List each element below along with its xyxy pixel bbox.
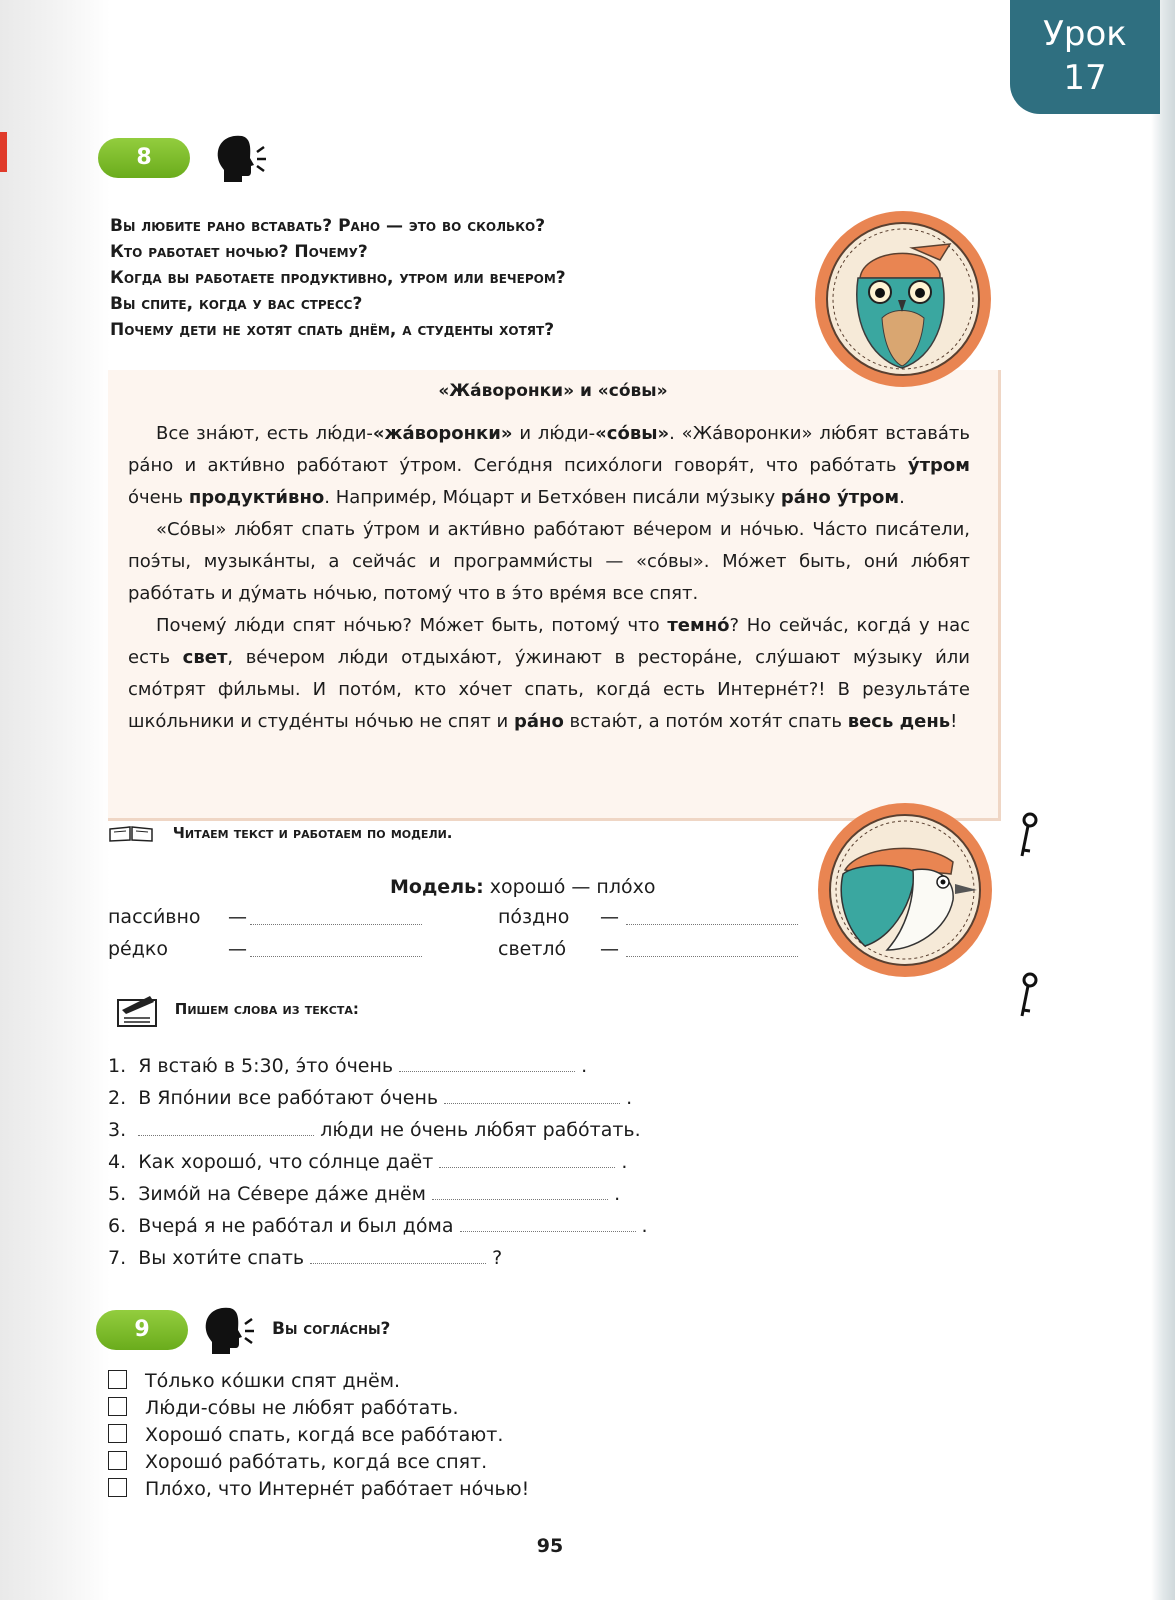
model-word: светло́ xyxy=(498,938,567,960)
task-8-badge: 8 xyxy=(98,138,190,178)
task-9-badge: 9 xyxy=(96,1310,188,1350)
text-run: . Наприме́р, Мо́царт и Бетхо́вен писа́ли му́зыку xyxy=(324,487,781,508)
instruction-text: Читаем текст и работаем по модели. xyxy=(172,823,453,842)
speaking-head-icon xyxy=(212,132,268,184)
book-gutter xyxy=(0,0,110,1600)
item-end: ? xyxy=(492,1247,503,1269)
text-run: ? Но сейча́с, когда́ у нас есть xyxy=(128,615,970,668)
answer-blank[interactable] xyxy=(399,1051,575,1072)
answer-blank[interactable] xyxy=(250,956,422,957)
answer-blank[interactable] xyxy=(432,1179,608,1200)
reading-body xyxy=(128,418,970,738)
question: Вы спите, когда у вас стресс? xyxy=(110,294,363,314)
dash: — xyxy=(600,938,619,960)
fill-item xyxy=(108,1210,648,1242)
fill-item xyxy=(108,1178,648,1210)
dash: — xyxy=(228,938,247,960)
bold-term: «жа́воронки» xyxy=(372,423,513,444)
checkbox[interactable] xyxy=(108,1451,127,1470)
text-run: . «Жа́воронки» лю́бят встава́ть ра́но и акти́вно рабо́тают у́тром. Сего́дня психо́логи говоря́т, что рабо́тать xyxy=(128,423,971,476)
item-number: 7. xyxy=(108,1247,127,1269)
statement-text: Хорошо́ рабо́тать, когда́ все спят. xyxy=(145,1451,488,1473)
text-run: , ве́чером лю́ди отдыха́ют, у́жинают в рестора́не, слу́шают му́зыку и́ли смо́трят фи́льмы. И пото́м, кто хо́чет спать, когда́ есть Интерне́т?! В результа́те шко́льники и студе́нты но́чью не спят и xyxy=(128,647,970,732)
bold-term: весь день xyxy=(847,711,951,732)
item-end: . xyxy=(614,1183,621,1205)
lesson-number: 17 xyxy=(1063,58,1107,98)
item-number: 1. xyxy=(108,1055,127,1077)
text-run: о́чень xyxy=(128,487,189,508)
item-end: лю́ди не о́чень лю́бят рабо́тать. xyxy=(320,1119,641,1141)
answer-blank[interactable] xyxy=(138,1115,314,1136)
bold-term: у́тром xyxy=(907,455,970,476)
dash: — xyxy=(600,906,619,928)
instruction-text: Пишем слова из текста: xyxy=(174,999,359,1018)
fill-item xyxy=(108,1082,648,1114)
checklist-item xyxy=(108,1476,529,1503)
fill-item xyxy=(108,1050,648,1082)
question: Вы любите рано вставать? Рано — это во сколько? xyxy=(110,216,546,236)
checkbox[interactable] xyxy=(108,1370,127,1389)
open-book-icon xyxy=(108,823,154,843)
owl-medallion-illustration xyxy=(812,208,994,390)
answer-blank[interactable] xyxy=(444,1083,620,1104)
text-run: . xyxy=(899,487,905,508)
answer-blank[interactable] xyxy=(460,1211,636,1232)
text-run: встаю́т, а пото́м хотя́т спать xyxy=(563,711,848,732)
bird-medallion-illustration xyxy=(815,800,995,980)
item-end: . xyxy=(641,1215,648,1237)
checklist-item xyxy=(108,1395,529,1422)
item-text: Как хорошо́, что со́лнце даёт xyxy=(138,1151,434,1173)
writing-icon xyxy=(114,990,162,1028)
model-word: пасси́вно xyxy=(108,906,201,928)
reading-paragraph-1 xyxy=(128,418,970,514)
key-icon xyxy=(1016,812,1040,860)
model-word: по́здно xyxy=(498,906,570,928)
bold-term: ра́но у́тром xyxy=(780,487,900,508)
margin-marker xyxy=(0,132,7,172)
bold-term: ра́но xyxy=(513,711,564,732)
text-run: Почему́ лю́ди спят но́чью? Мо́жет быть, потому́ что xyxy=(156,615,668,636)
dash: — xyxy=(228,906,247,928)
item-number: 3. xyxy=(108,1119,127,1141)
task-9-title: Вы согла́сны? xyxy=(272,1319,391,1339)
reading-title: «Жа́воронки» и «со́вы» xyxy=(438,381,668,401)
answer-blank[interactable] xyxy=(310,1243,486,1264)
answer-blank[interactable] xyxy=(626,924,798,925)
item-text: В Япо́нии все рабо́тают о́чень xyxy=(138,1087,439,1109)
item-text: Вчера́ я не рабо́тал и был до́ма xyxy=(138,1215,454,1237)
item-number: 5. xyxy=(108,1183,127,1205)
item-end: . xyxy=(626,1087,633,1109)
reading-paragraph-3 xyxy=(128,610,970,738)
item-number: 4. xyxy=(108,1151,127,1173)
text-run: ! xyxy=(950,711,958,732)
checklist-item xyxy=(108,1368,529,1395)
page-number: 95 xyxy=(536,1535,564,1557)
lesson-tab xyxy=(1010,0,1160,114)
task-8-questions xyxy=(110,213,810,343)
question: Почему дети не хотят спать днём, а студенты хотят? xyxy=(110,320,555,340)
fill-task-instruction xyxy=(114,990,359,1028)
bold-term: продукти́вно xyxy=(188,487,325,508)
answer-blank[interactable] xyxy=(626,956,798,957)
item-end: . xyxy=(621,1151,628,1173)
bold-term: темно́ xyxy=(667,615,730,636)
agree-checklist xyxy=(108,1368,529,1503)
model-example xyxy=(390,876,655,898)
bold-term: «со́вы» xyxy=(595,423,670,444)
checklist-item xyxy=(108,1449,529,1476)
text-run: Все зна́ют, есть лю́ди- xyxy=(156,423,373,444)
fill-item xyxy=(108,1114,648,1146)
checkbox[interactable] xyxy=(108,1397,127,1416)
item-text: Зимо́й на Се́вере да́же днём xyxy=(138,1183,427,1205)
page-edge xyxy=(1151,0,1175,1600)
model-task-instruction xyxy=(108,823,452,843)
text-run: и лю́ди- xyxy=(512,423,596,444)
item-number: 2. xyxy=(108,1087,127,1109)
fill-item xyxy=(108,1242,648,1274)
speaking-head-icon xyxy=(200,1304,256,1356)
reading-paragraph-2: «Со́вы» лю́бят спать у́тром и акти́вно рабо́тают ве́чером и но́чью. Ча́сто писа́тели, поэ́ты, музыка́нты, а сейча́с и программи́сты — «со́вы». Мо́жет быть, они́ лю́бят рабо́тать и ду́мать но́чью, потому́ что в э́то вре́мя все спят. xyxy=(128,519,970,604)
item-text: Вы хоти́те спать xyxy=(138,1247,305,1269)
fill-item xyxy=(108,1146,648,1178)
item-number: 6. xyxy=(108,1215,127,1237)
answer-blank[interactable] xyxy=(439,1147,615,1168)
key-icon xyxy=(1016,972,1040,1020)
item-end: . xyxy=(581,1055,588,1077)
model-value: хорошо́ — пло́хо xyxy=(489,876,656,898)
fill-in-list xyxy=(108,1050,648,1274)
statement-text: Пло́хо, что Интерне́т рабо́тает но́чью! xyxy=(145,1478,530,1500)
question: Кто работает ночью? Почему? xyxy=(110,242,368,262)
item-text: Я встаю́ в 5:30, э́то о́чень xyxy=(138,1055,394,1077)
question: Когда вы работаете продуктивно, утром или вечером? xyxy=(110,268,566,288)
statement-text: Хорошо́ спать, когда́ все рабо́тают. xyxy=(145,1424,504,1446)
model-word: ре́дко xyxy=(108,938,168,960)
lesson-label: Урок xyxy=(1043,14,1127,54)
checkbox[interactable] xyxy=(108,1424,127,1443)
checklist-item xyxy=(108,1422,529,1449)
checkbox[interactable] xyxy=(108,1478,127,1497)
statement-text: Лю́ди-со́вы не лю́бят рабо́тать. xyxy=(145,1397,459,1419)
bold-term: свет xyxy=(182,647,228,668)
model-label: Модель: xyxy=(390,876,484,898)
statement-text: То́лько ко́шки спят днём. xyxy=(145,1370,401,1392)
answer-blank[interactable] xyxy=(250,924,422,925)
